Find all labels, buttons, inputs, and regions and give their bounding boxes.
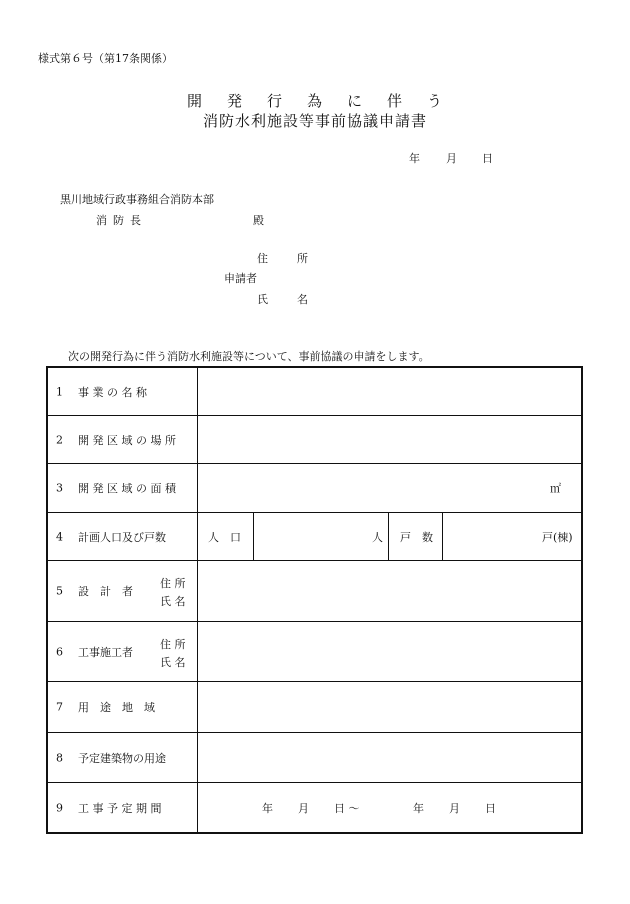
start-year: 年 — [262, 801, 273, 815]
row-label — [48, 368, 198, 415]
form-number: 様式第６号（第17条関係） — [38, 52, 173, 65]
title-line-2: 消防水利施設等事前協議申請書 — [202, 112, 427, 130]
row-label — [48, 622, 198, 681]
table-row — [48, 733, 581, 783]
row-number: 6 — [56, 645, 63, 658]
row-label — [48, 682, 198, 732]
table-row — [48, 464, 581, 513]
row-number: 1 — [56, 385, 63, 398]
row-number: 5 — [56, 584, 63, 598]
row-label — [48, 416, 198, 463]
households-unit: 戸(棟) — [542, 530, 573, 544]
row-label-text: 用 途 地 域 — [78, 701, 155, 714]
applicant-name-label: 名 — [297, 293, 308, 306]
start-month: 月 — [298, 801, 309, 815]
row-label-text: 予定建築物の用途 — [78, 751, 166, 765]
row-label-text: 工 事 予 定 期 間 — [78, 801, 162, 815]
start-day: 日 ～ — [334, 801, 360, 815]
chief-title: 消防長 — [96, 214, 147, 227]
name-sublabel: 氏 名 — [160, 595, 186, 608]
row-label — [48, 513, 198, 560]
intro-text: 次の開発行為に伴う消防水利施設等について、事前協議の申請をします。 — [68, 350, 430, 363]
table-row — [48, 561, 581, 622]
row-number: 9 — [56, 801, 63, 814]
table-row — [48, 513, 581, 561]
row-number: 7 — [56, 700, 63, 714]
title-char: 開 — [186, 92, 203, 110]
honorific: 殿 — [253, 214, 264, 227]
row-label-text: 開 発 区 域 の 面 積 — [78, 482, 176, 495]
row-label-text: 事 業 の 名 称 — [78, 385, 147, 399]
row-label-text: 設 計 者 — [78, 585, 133, 598]
row-label — [48, 464, 198, 512]
title-char: 為 — [306, 92, 323, 110]
row-label — [48, 733, 198, 782]
date-month: 月 — [446, 152, 457, 165]
population-unit: 人 — [372, 530, 383, 544]
row-label-text: 開 発 区 域 の 場 所 — [78, 433, 176, 447]
title-char: に — [347, 92, 364, 110]
table-row — [48, 416, 581, 464]
row-label — [48, 561, 198, 621]
row-number: 8 — [56, 751, 63, 764]
end-day: 日 — [485, 801, 496, 815]
row-label-text: 計画人口及び戸数 — [78, 530, 166, 544]
end-month: 月 — [449, 801, 460, 815]
applicant-address-label: 住 — [257, 252, 268, 265]
row-number: 3 — [56, 481, 63, 495]
date-day: 日 — [482, 152, 493, 165]
title-char: 伴 — [387, 92, 404, 110]
title-char: う — [427, 92, 444, 110]
title-line-1 — [0, 90, 630, 111]
row-label — [48, 783, 198, 832]
end-year: 年 — [413, 801, 424, 815]
table-row — [48, 622, 581, 682]
divider — [442, 513, 443, 560]
address-sublabel: 住 所 — [160, 638, 186, 651]
households-label: 戸 数 — [400, 530, 433, 544]
area-unit: ㎡ — [550, 482, 561, 495]
applicant-label: 申請者 — [224, 272, 257, 285]
address-sublabel: 住 所 — [160, 577, 186, 590]
date-year: 年 — [409, 152, 420, 165]
row-label-text: 工事施工者 — [78, 645, 133, 659]
addressee: 黒川地域行政事務組合消防本部 — [60, 193, 214, 206]
table-row — [48, 682, 581, 733]
title-char: 行 — [266, 92, 283, 110]
application-table — [46, 366, 583, 834]
population-label: 人 口 — [208, 530, 241, 544]
divider — [253, 513, 254, 560]
row-number: 4 — [56, 530, 63, 543]
title-char: 発 — [226, 92, 243, 110]
divider — [388, 513, 389, 560]
table-row — [48, 368, 581, 416]
name-sublabel: 氏 名 — [160, 656, 186, 669]
applicant-name-label: 氏 — [257, 293, 268, 306]
applicant-address-label: 所 — [297, 252, 308, 265]
row-number: 2 — [56, 433, 63, 446]
table-row — [48, 783, 581, 832]
